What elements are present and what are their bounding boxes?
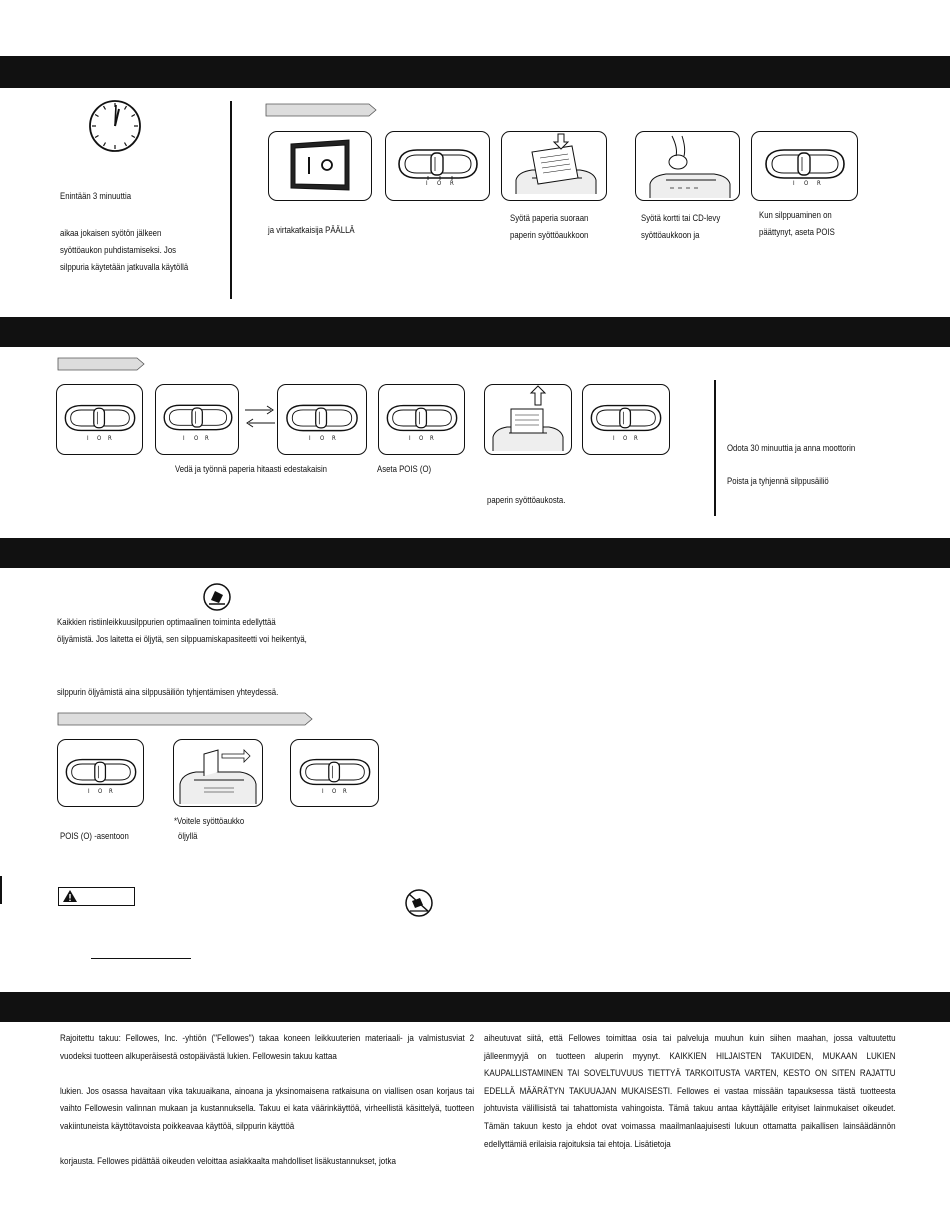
switch-label-r: R <box>634 435 638 442</box>
feed-card-panel <box>635 131 740 201</box>
no-spray-icon <box>404 889 434 917</box>
when-done-text-2: päättynyt, aseta POIS <box>759 227 835 238</box>
push-pull-text: Vedä ja työnnä paperia hitaasti edestakaisin <box>175 464 328 475</box>
switch-label-i: I <box>613 435 615 442</box>
feed-card-text-2: syöttöaukkoon ja <box>641 230 700 241</box>
shredder-feed-paper-icon <box>502 132 606 200</box>
set-off-text: Aseta POIS (O) <box>377 464 432 475</box>
switch-label-o: O <box>804 180 809 187</box>
switch-label-i: I <box>88 788 90 795</box>
switch-panel-6 <box>378 384 465 455</box>
rocker-switch-icon <box>269 132 371 200</box>
off-position-text: POIS (O) -asentoon <box>60 831 129 842</box>
lubricate-text-1: *Voitele syöttöaukko <box>174 816 245 827</box>
shredder-remove-paper-icon <box>485 385 571 454</box>
slide-switch-icon <box>586 400 666 436</box>
power-switch-panel <box>268 131 372 201</box>
clean-text-line-3: silppuria käytetään jatkuvalla käytöllä <box>60 262 189 273</box>
switch-panel-3 <box>56 384 143 455</box>
switch-label-o: O <box>419 435 424 442</box>
oil-intro-line-1: Kaikkien ristiinleikkuusilppurien optimaalinen toiminta edellyttää <box>57 617 276 628</box>
section1-divider <box>230 101 232 299</box>
feed-paper-panel <box>501 131 607 201</box>
warranty-left-para-1: Rajoitettu takuu: Fellowes, Inc. -yhtiön ("Fellowes") takaa koneen leikkuuterien materiaali- ja valmistusviat 2 vuodeksi tuotteen alkuperäisestä ostopäivästä lukien. Fellowesin takuu kattaa <box>60 1033 475 1062</box>
switch-label-r: R <box>205 435 209 442</box>
warning-box <box>58 887 135 906</box>
section-header-bar-4 <box>0 992 950 1022</box>
switch-label-o: O <box>332 788 337 795</box>
switch-label-r: R <box>332 435 336 442</box>
section2-divider <box>714 380 716 516</box>
shredder-feed-card-icon <box>636 132 739 200</box>
switch-label-i: I <box>183 435 185 442</box>
switch-label-r: R <box>817 180 821 187</box>
switch-panel-2 <box>751 131 858 201</box>
oil-intro-line-2: öljyämistä. Jos laitetta ei öljytä, sen silppuamiskapasiteetti voi heikentyä, <box>57 634 307 645</box>
switch-panel-1 <box>385 131 490 201</box>
switch-label-o: O <box>623 435 628 442</box>
paper-opening-text: paperin syöttöaukosta. <box>487 495 566 506</box>
underline-rule <box>91 958 191 959</box>
lubricate-text-2: öljyllä <box>178 831 198 842</box>
feed-paper-text-1: Syötä paperia suoraan <box>510 213 589 224</box>
slide-switch-icon <box>760 144 850 184</box>
oil-icon <box>202 583 232 611</box>
switch-label-r: R <box>108 435 112 442</box>
clean-text-line-2: syöttöaukon puhdistamiseksi. Jos <box>60 245 177 256</box>
lubricate-panel <box>173 739 263 807</box>
shredder-lubricate-icon <box>174 740 262 806</box>
switch-label-o: O <box>194 435 199 442</box>
switch-panel-4 <box>155 384 239 455</box>
section-header-bar-2 <box>0 317 950 347</box>
feed-card-text-1: Syötä kortti tai CD-levy <box>641 213 721 224</box>
warning-triangle-icon <box>62 889 78 903</box>
slide-switch-icon <box>382 400 462 436</box>
switch-label-i: I <box>793 180 795 187</box>
switch-label-i: I <box>426 180 428 187</box>
switch-label-i: I <box>322 788 324 795</box>
warranty-right-para: aiheutuvat siitä, että Fellowes toimittaa osia tai palveluja muuhun kuin siihen maahan, jossa valtuutettu jälleenmyyjä on tuotteen aluperin myynyt. KAIKKIEN HILJAISTEN TAKUIDEN, MUKAAN LUKIEN KAUPALLISTAMINEN TAI SOVELTUVUUS TIETTYÄ TARKOITUSTA VARTEN, KESTO ON SITEN RAJATTU EDELLÄ MÄÄRÄTYN TAKUUAJAN MUKAISESTI. Fellowes ei vastaa missään tapauksessa tästä tuotteesta johtuvista välillisistä tai tahattomista vahingoista. Tämä takuu antaa käyttäjälle erityiset lainmukaiset oikeudet. Tämän takuun kesto ja ehdot ovat voimassa maailmanlaajuisesti lukuun ottamatta paikallisen lainsäädännön edellyttämiä erilaisia rajoituksia tai ehtoja. Lisätietoja <box>484 1033 896 1150</box>
step-arrow-label <box>265 103 377 117</box>
slide-switch-icon <box>281 400 363 436</box>
switch-panel-9 <box>290 739 379 807</box>
switch-label-r: R <box>109 788 113 795</box>
switch-label-o: O <box>98 788 103 795</box>
back-forth-arrows-icon <box>243 402 277 430</box>
empty-bin-text: Poista ja tyhjennä silppusäiliö <box>727 476 829 487</box>
oil-hint-text: silppurin öljyämistä aina silppusäiliön tyhjentämisen yhteydessä. <box>57 687 279 698</box>
slide-switch-icon <box>60 400 140 436</box>
max-minutes-text: Enintään 3 minuuttia <box>60 191 132 202</box>
clean-text-line-1: aikaa jokaisen syötön jälkeen <box>60 228 162 239</box>
warranty-left-para-3: korjausta. Fellowes pidättää oikeuden veloittaa asiakkaalta mahdolliset lisäkustannukset, jotka <box>60 1156 396 1168</box>
switch-label-o: O <box>97 435 102 442</box>
switch-label-i: I <box>87 435 89 442</box>
slide-switch-icon <box>61 754 141 790</box>
wait-text: Odota 30 minuuttia ja anna moottorin <box>727 443 856 454</box>
switch-panel-5 <box>277 384 367 455</box>
step-arrow-label <box>57 357 145 371</box>
slide-switch-icon <box>159 400 237 435</box>
switch-label-r: R <box>450 180 454 187</box>
remove-paper-panel <box>484 384 572 455</box>
switch-label-r: R <box>343 788 347 795</box>
switch-label-o: O <box>320 435 325 442</box>
switch-panel-7 <box>582 384 670 455</box>
switch-position-labels <box>386 176 486 190</box>
switch-label-i: I <box>309 435 311 442</box>
warranty-right-column <box>484 1030 896 1153</box>
slide-switch-icon <box>295 754 375 790</box>
section-header-bar-1 <box>0 56 950 88</box>
section-header-bar-3 <box>0 538 950 568</box>
when-done-text-1: Kun silppuaminen on <box>759 210 832 221</box>
feed-paper-text-2: paperin syöttöaukkoon <box>510 230 589 241</box>
clock-icon <box>88 99 142 153</box>
switch-label-o: O <box>437 180 442 187</box>
switch-label-r: R <box>430 435 434 442</box>
power-switch-text: ja virtakatkaisija PÄÄLLÄ <box>268 225 355 236</box>
warranty-left-para-2: lukien. Jos osassa havaitaan vika takuuaikana, ainoana ja yksinomaisena ratkaisuna on viallisen osan korjaus tai vaihto Fellowesin valinnan mukaan ja kustannuksella. Takuu ei kata väärinkäyttöä, virheellistä käsittelyä, tuotteen vakiintuneista käyttötavoista poikkeavaa käyttöä, silppurin käyttöä <box>60 1085 475 1132</box>
switch-label-i: I <box>409 435 411 442</box>
switch-panel-8 <box>57 739 144 807</box>
warranty-left-column <box>60 1030 474 1171</box>
edge-mark <box>0 876 2 904</box>
step-arrow-label <box>57 712 313 726</box>
